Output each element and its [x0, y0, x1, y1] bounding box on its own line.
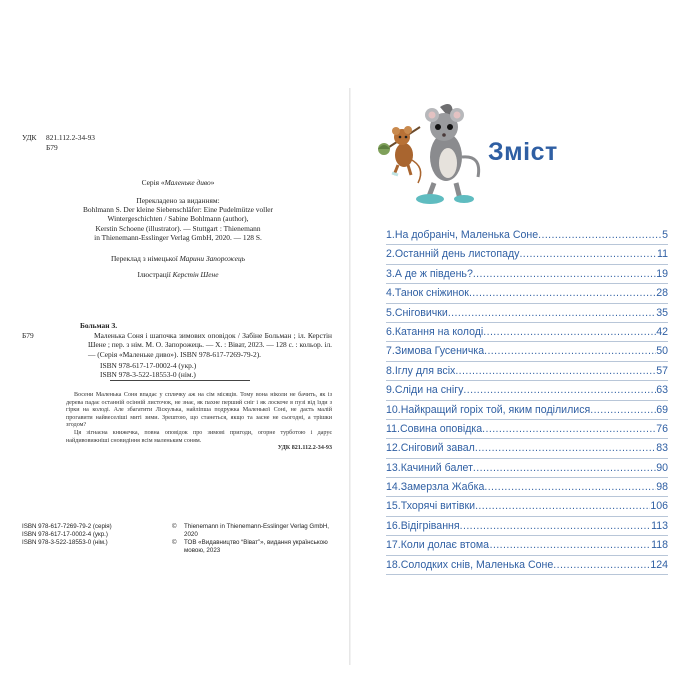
toc-leader-dots [455, 365, 656, 377]
toc-item[interactable] [386, 401, 668, 420]
isbn-line: ISBN 978-617-17-0002-4 (укр.) [100, 361, 197, 370]
source-line: in Thienemann-Esslinger Verlag GmbH, 2020. — 128 S. [94, 232, 262, 242]
isbn-block [88, 361, 196, 380]
udk-line [22, 133, 95, 142]
toc-page-number: 35 [656, 306, 668, 319]
source-edition [28, 205, 328, 242]
toc-page-number: 106 [650, 500, 668, 513]
toc-item[interactable] [386, 478, 668, 497]
toc-page-number: 76 [656, 422, 668, 435]
toc-item[interactable] [386, 420, 668, 439]
bbk-code-2: Б79 [22, 331, 34, 340]
toc-leader-dots [473, 462, 656, 474]
toc-page-number: 113 [651, 519, 668, 532]
toc-leader-dots [538, 229, 662, 241]
toc-leader-dots [473, 268, 656, 280]
translator-prefix: Переклад з німецької [110, 254, 180, 263]
toc-item[interactable] [386, 459, 668, 478]
toc-number: 1. [386, 229, 395, 241]
toc-page-number: 83 [656, 442, 668, 455]
toc-item[interactable] [386, 517, 668, 536]
isbn-line: ISBN 978-3-522-18553-0 (нім.) [100, 370, 196, 380]
toc-leader-dots [475, 442, 656, 454]
toc-number: 4. [386, 287, 395, 300]
toc-page-number: 11 [657, 248, 668, 261]
toc-page-number: 42 [656, 325, 668, 338]
copyright-row [172, 539, 332, 555]
toc-number: 6. [386, 325, 395, 338]
toc-leader-dots [475, 500, 650, 512]
toc-number: 18. [386, 558, 401, 571]
toc-item[interactable] [386, 323, 668, 342]
toc-item[interactable] [386, 342, 668, 361]
mice-with-bundle-illustration [378, 97, 488, 209]
toc-item[interactable] [386, 226, 668, 245]
toc-leader-dots [553, 559, 650, 571]
toc-leader-dots [484, 345, 656, 357]
toc-page-number: 50 [656, 345, 668, 358]
toc-title: Солодких снів, Маленька Соне [400, 558, 554, 571]
toc-title: Зимова Гусеничка [394, 345, 485, 358]
toc-number: 5. [386, 306, 395, 319]
copyright-text: ТОВ «Видавництво “Віват”», видання українською мовою, 2023 [184, 539, 328, 554]
illustrator-line [28, 270, 328, 279]
toc-number: 16. [386, 519, 401, 532]
isbn-footer-line: ISBN 978-617-17-0002-4 (укр.) [22, 531, 108, 538]
toc-page-number: 28 [656, 287, 668, 300]
toc-title: Качиний балет [400, 461, 473, 474]
toc-title: Замерзла Жабка [400, 481, 485, 494]
toc-page-number: 118 [651, 539, 668, 552]
source-line: Bohlmann S. Der kleine Siebenschläfer: Eine Pudelmütze voller [82, 205, 274, 214]
toc-title: Останній день листопаду [394, 248, 520, 261]
copyright-block [172, 523, 332, 555]
toc-page-number: 124 [650, 558, 668, 571]
toc-page-number: 90 [656, 461, 668, 474]
toc-page-number: 63 [656, 384, 668, 397]
bibliographic-description: Маленька Соня і шапочка зимових оповідок / Забіне Больман ; іл. Керстін Шене ; пер. з нім. М. О. Запорожець. — Х. : Віват, 2023. — 128 с. : кольор. іл. — (Серія «Маленьке диво»). ISBN 978-617-7269-79-2). [88, 331, 332, 359]
toc-leader-dots [463, 384, 656, 396]
toc-leader-dots [483, 326, 656, 338]
toc-page-number: 19 [656, 267, 668, 280]
toc-title: Сніговий завал [400, 442, 475, 455]
toc-title: Відігрівання [400, 519, 460, 532]
toc-item[interactable] [386, 497, 668, 516]
toc-title: Найкращий горіх той, яким поділилися [400, 403, 591, 416]
toc-title: Іглу для всіх [394, 364, 456, 377]
toc-title: Сліди на снігу [394, 384, 464, 397]
translated-from: Перекладено за виданням: [136, 196, 220, 205]
udk-label: УДК [22, 133, 37, 142]
toc-number: 17. [386, 539, 401, 552]
toc-number: 11. [386, 422, 400, 435]
toc-item[interactable] [386, 265, 668, 284]
toc-item[interactable] [386, 439, 668, 458]
toc-title: А де ж південь? [394, 267, 473, 280]
abstract-paragraph: Ця зігнаєна книжечка, повна оповідок про зимові пригоди, огорне турботою і дарує найдивовижніші сновидіння всім маленьким соням. [66, 429, 332, 444]
toc-leader-dots [448, 307, 656, 319]
copyright-symbol: © [172, 539, 177, 546]
toc-number: 3. [386, 267, 395, 280]
toc-number: 12. [386, 442, 401, 455]
translator-line [28, 254, 328, 263]
toc-page-number: 98 [656, 481, 668, 494]
dormouse-figure [416, 104, 479, 204]
toc-leader-dots [469, 287, 656, 299]
illustrator-prefix: Ілюстрації [137, 270, 173, 279]
source-line: Wintergeschichten / Sabine Bohlmann (author), [107, 214, 249, 224]
author-heading: Больман З. [80, 321, 118, 330]
toc-title: Совина оповідка [399, 422, 483, 435]
divider [110, 380, 250, 381]
copyright-row [172, 523, 332, 539]
toc-title: На добраніч, Маленька Соне [394, 229, 539, 241]
udk-value: 821.112.2-34-93 [46, 133, 95, 142]
copyright-text: Thienemann in Thienemann-Esslinger Verlag GmbH, 2020 [184, 523, 330, 538]
series-prefix: Серія « [141, 178, 165, 187]
toc-number: 9. [386, 384, 395, 397]
toc-item[interactable] [386, 381, 668, 400]
toc-title: Сніговички [394, 306, 448, 319]
source-line: Kerstin Schoene (illustrator). — Stuttgart : Thienemann [95, 223, 261, 233]
series-suffix: » [210, 178, 215, 187]
toc-leader-dots [460, 520, 651, 532]
series-name: Маленьке диво [164, 178, 211, 187]
isbn-footer [22, 523, 112, 547]
isbn-footer-line: ISBN 978-617-7269-79-2 (серія) [22, 523, 112, 530]
toc-number: 15. [386, 500, 401, 513]
toc-number: 8. [386, 364, 395, 377]
toc-leader-dots [482, 423, 656, 435]
toc-page-number: 57 [656, 364, 668, 377]
book-gutter [349, 88, 351, 665]
toc-title: Тхорячі витівки [400, 500, 476, 513]
toc-item[interactable] [386, 362, 668, 381]
toc-title: Танок сніжинок [394, 287, 469, 300]
bbk-code: Б79 [46, 143, 58, 152]
toc-number: 2. [386, 248, 395, 261]
translator-name: Марини Запорожець [179, 254, 246, 263]
toc-title: Коли долає втома… [400, 539, 500, 552]
toc-item[interactable] [386, 284, 668, 303]
toc-title: Катання на колоді [394, 325, 484, 338]
toc-page-number: 5 [662, 229, 668, 241]
toc-item[interactable] [386, 536, 668, 555]
toc-page-number: 69 [656, 403, 668, 416]
toc-item[interactable] [386, 556, 668, 575]
toc-number: 7. [386, 345, 395, 358]
toc-number: 10. [386, 403, 401, 416]
isbn-footer-line: ISBN 978-3-522-18553-0 (нім.) [22, 539, 108, 546]
toc-leader-dots [500, 539, 651, 551]
toc-leader-dots [519, 248, 657, 260]
toc-number: 13. [386, 461, 401, 474]
abstract [66, 392, 332, 453]
series-line [28, 178, 328, 187]
page-title: Зміст [488, 138, 558, 166]
table-of-contents [386, 226, 668, 575]
small-mouse-figure [378, 126, 421, 183]
toc-item[interactable] [386, 304, 668, 323]
toc-number: 14. [386, 481, 401, 494]
copyright-symbol: © [172, 523, 177, 530]
illustrator-name: Керстін Шене [172, 270, 219, 279]
toc-item[interactable] [386, 245, 668, 264]
toc-leader-dots [590, 404, 656, 416]
abstract-udk: УДК 821.112.2-34-93 [277, 445, 332, 452]
abstract-paragraph: Восени Маленька Соня впадає у сплячку аж на сім місяців. Тому вона ніколи не бачить, як із дерева падає останній осінній листочок, не знає, як пахне перший сніг і як лоскоче в пузі від їзди з гірки на колоді. Але збагатити Ліскулька, найліпша подружка Маленької Соні, не дасть малій прогавити найвеселіші миті зими. Зрештою, що станеться, якщо та засне не сьогодні, а трішки згодом? [66, 392, 332, 429]
toc-leader-dots [484, 481, 656, 493]
